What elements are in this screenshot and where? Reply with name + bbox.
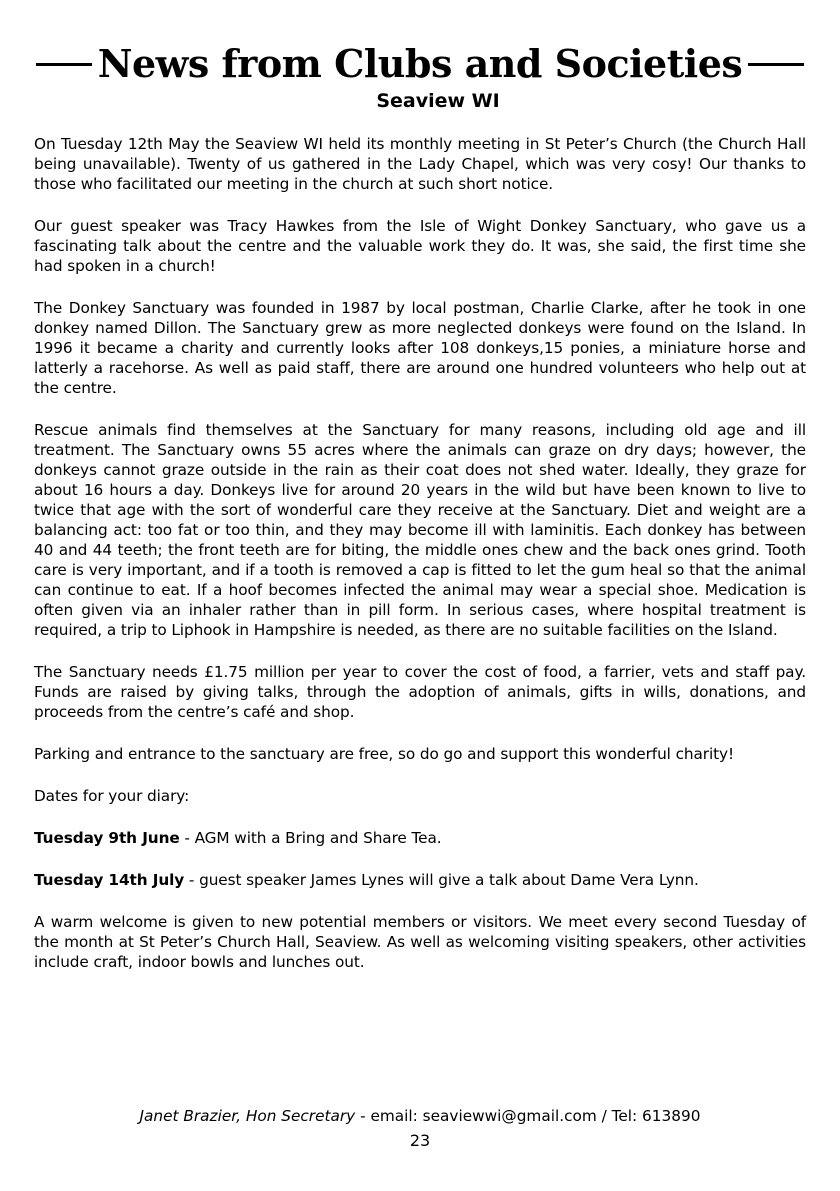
paragraph-funding: The Sanctuary needs £1.75 million per year to cover the cost of food, a farrier, vets and staff pay. Funds are raised by giving talks, through the adoption of animals, gifts in wills, donations, and proceeds from the centre’s café and shop.: [34, 663, 806, 721]
paragraph-care: Rescue animals find themselves at the Sanctuary for many reasons, including old age and ill treatment. The Sanctuary owns 55 acres where the animals can graze on dry days; however, the donkeys cannot graze outside in the rain as their coat does not shed water. Ideally, they graze for about 16 hours a day. Donkeys live for around 20 years in the wild but have been known to live to twice that age with the sort of wonderful care they receive at the Sanctuary. Diet and weight are a balancing act: too fat or too thin, and they may become ill with laminitis. Each donkey has between 40 and 44 teeth; the front teeth are for biting, the middle ones chew and the back ones grind. Tooth care is very important, and if a tooth is removed a cap is fitted to let the gum heal so that the animal can continue to eat. If a hoof becomes infected the animal may wear a special shoe. Medication is often given via an inhaler rather than in pill form. In serious cases, where hospital treatment is required, a trip to Liphook in Hampshire is needed, as there are no suitable facilities on the Island.: [34, 421, 806, 639]
paragraph-parking: Parking and entrance to the sanctuary are free, so do go and support this wonderful charity!: [34, 745, 734, 763]
title-dash-left: [36, 63, 92, 66]
diary-text: - AGM with a Bring and Share Tea.: [179, 829, 442, 847]
footer-contact: [0, 1106, 840, 1126]
article-body: [34, 134, 806, 994]
title-dash-right: [748, 63, 804, 66]
page-title-text: News from Clubs and Societies: [97, 41, 743, 86]
page-number: 23: [409, 1131, 431, 1150]
diary-date: Tuesday 14th July: [34, 871, 185, 889]
paragraph-speaker: Our guest speaker was Tracy Hawkes from the Isle of Wight Donkey Sanctuary, who gave us a fascinating talk about the centre and the valuable work they do. It was, she said, the first time she had spoken in a church!: [34, 217, 806, 275]
section-subtitle: Seaview WI: [376, 90, 500, 112]
paragraph-welcome: A warm welcome is given to new potential members or visitors. We meet every second Tuesday of the month at St Peter’s Church Hall, Seaview. As well as welcoming visiting speakers, other activities include craft, indoor bowls and lunches out.: [34, 913, 806, 971]
diary-text: - guest speaker James Lynes will give a talk about Dame Vera Lynn.: [184, 871, 699, 889]
diary-intro: Dates for your diary:: [34, 787, 190, 805]
page-title: [0, 40, 840, 88]
diary-item: [34, 828, 806, 848]
footer-contact-details: - email: seaviewwi@gmail.com / Tel: 613890: [355, 1107, 701, 1125]
paragraph-history: The Donkey Sanctuary was founded in 1987 by local postman, Charlie Clarke, after he took in one donkey named Dillon. The Sanctuary grew as more neglected donkeys were found on the Island. In 1996 it became a charity and currently looks after 108 donkeys,15 ponies, a miniature horse and latterly a racehorse. As well as paid staff, there are around one hundred volunteers who help out at the centre.: [34, 299, 806, 397]
paragraph-meeting: On Tuesday 12th May the Seaview WI held its monthly meeting in St Peter’s Church (the Church Hall being unavailable). Twenty of us gathered in the Lady Chapel, which was very cosy! Our thanks to those who facilitated our meeting in the church at such short notice.: [34, 135, 806, 193]
diary-item: [34, 870, 806, 890]
footer-author: Janet Brazier, Hon Secretary: [139, 1107, 356, 1125]
diary-date: Tuesday 9th June: [34, 829, 180, 847]
